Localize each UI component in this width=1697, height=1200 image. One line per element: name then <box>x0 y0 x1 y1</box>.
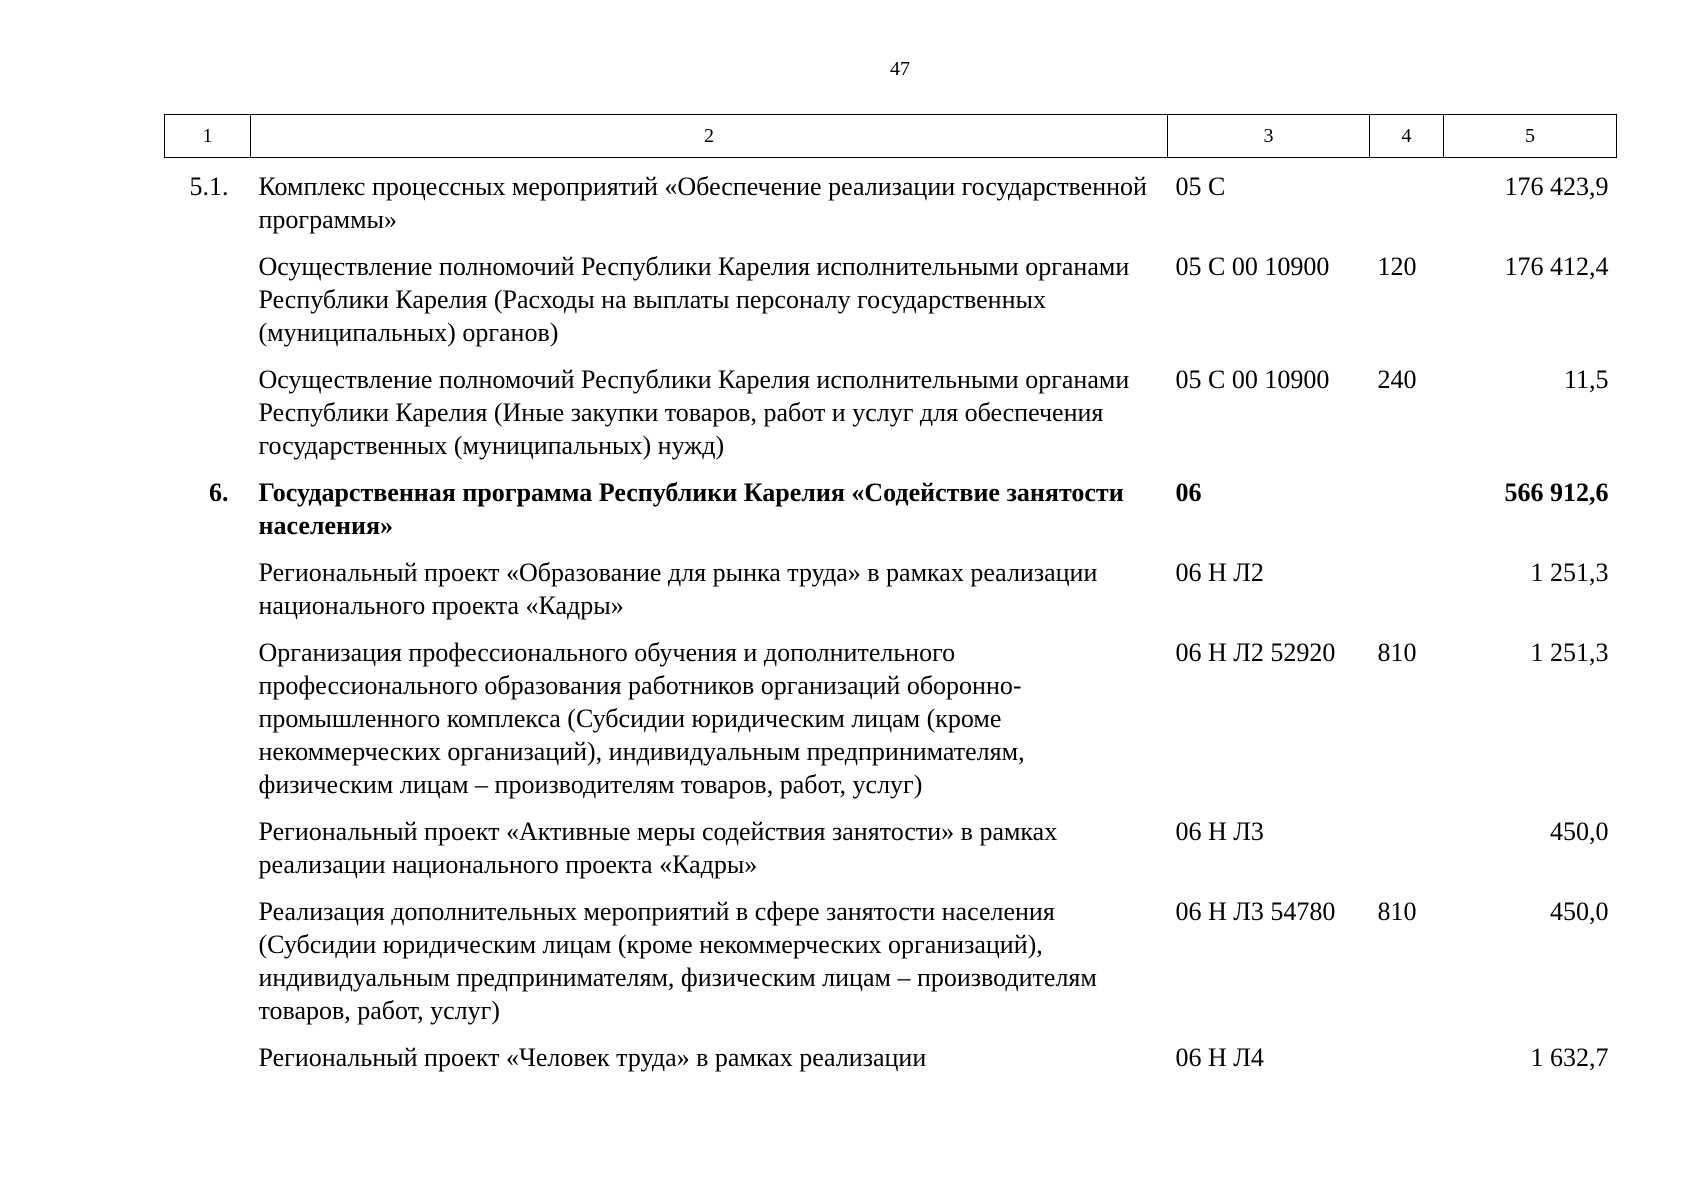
row-amount: 1 251,3 <box>1530 638 1609 667</box>
table-row <box>165 881 1617 1027</box>
table-row <box>165 622 1617 801</box>
row-amount: 1 632,7 <box>1530 1043 1609 1072</box>
table-header <box>165 115 1617 158</box>
page-number: 47 <box>890 58 910 80</box>
budget-table <box>164 114 1617 1074</box>
row-expense-type <box>1370 801 1444 881</box>
row-expense-type: 240 <box>1377 365 1417 394</box>
row-name: Региональный проект «Активные меры содействия занятости» в рамках реализации национального проекта «Кадры» <box>258 817 1058 879</box>
row-expense-type <box>1370 1027 1444 1074</box>
row-amount: 450,0 <box>1550 897 1609 926</box>
row-number: 6. <box>209 478 229 507</box>
row-number: 5.1. <box>189 172 229 201</box>
row-code: 06 Н Л2 52920 <box>1175 638 1336 667</box>
row-code: 06 Н Л3 54780 <box>1175 897 1336 926</box>
header-row <box>165 115 1617 158</box>
row-name: Региональный проект «Образование для рынка труда» в рамках реализации национального проекта «Кадры» <box>258 558 1098 620</box>
row-name: Комплекс процессных мероприятий «Обеспечение реализации государственной программы» <box>258 172 1147 234</box>
header-col-4: 4 <box>1370 115 1444 158</box>
row-code: 05 С 00 10900 <box>1175 365 1330 394</box>
row-name: Осуществление полномочий Республики Карелия исполнительными органами Республики Карелия (Иные закупки товаров, работ и услуг для обеспечения государственных (муниципальных) нужд) <box>258 365 1130 460</box>
header-col-3: 3 <box>1168 115 1370 158</box>
row-code: 05 С <box>1175 172 1226 201</box>
row-amount: 176 412,4 <box>1504 252 1609 281</box>
row-expense-type <box>1370 158 1444 237</box>
row-code: 05 С 00 10900 <box>1175 252 1330 281</box>
row-number <box>165 542 251 622</box>
table-row <box>165 801 1617 881</box>
row-amount: 176 423,9 <box>1504 172 1609 201</box>
row-amount: 11,5 <box>1563 365 1609 394</box>
row-code: 06 Н Л4 <box>1175 1043 1264 1072</box>
row-code: 06 Н Л2 <box>1175 558 1264 587</box>
table-row <box>165 158 1617 237</box>
row-name: Осуществление полномочий Республики Карелия исполнительными органами Республики Карелия (Расходы на выплаты персоналу государственных (муниципальных) органов) <box>258 252 1130 347</box>
row-amount: 566 912,6 <box>1504 478 1609 507</box>
table-row <box>165 349 1617 462</box>
table-row <box>165 462 1617 542</box>
row-expense-type: 810 <box>1377 897 1417 926</box>
row-name: Реализация дополнительных мероприятий в сфере занятости населения (Субсидии юридическим лицам (кроме некоммерческих организаций), индивидуальным предпринимателям, физическим лицам – производителям товаров, работ, услуг) <box>258 897 1097 1025</box>
row-name: Организация профессионального обучения и дополнительного профессионального образования работников организаций оборонно-промышленного комплекса (Субсидии юридическим лицам (кроме некоммерческих организаций), индивидуальным предпринимателям, физическим лицам – производителям товаров, работ, услуг) <box>258 638 1025 799</box>
table-row <box>165 1027 1617 1074</box>
header-col-2: 2 <box>251 115 1168 158</box>
row-number <box>165 622 251 801</box>
row-number <box>165 801 251 881</box>
row-amount: 450,0 <box>1550 817 1609 846</box>
row-expense-type <box>1370 462 1444 542</box>
table-body <box>165 158 1617 1075</box>
row-code: 06 <box>1175 478 1202 507</box>
header-col-1: 1 <box>165 115 251 158</box>
row-code: 06 Н Л3 <box>1175 817 1264 846</box>
header-col-5: 5 <box>1444 115 1617 158</box>
row-expense-type <box>1370 542 1444 622</box>
row-expense-type: 120 <box>1377 252 1417 281</box>
row-number <box>165 349 251 462</box>
row-name: Региональный проект «Человек труда» в рамках реализации <box>258 1043 927 1072</box>
row-number <box>165 1027 251 1074</box>
row-number <box>165 881 251 1027</box>
row-amount: 1 251,3 <box>1530 558 1609 587</box>
row-expense-type: 810 <box>1377 638 1417 667</box>
table-row <box>165 542 1617 622</box>
row-name: Государственная программа Республики Карелия «Содействие занятости населения» <box>258 478 1124 540</box>
table-row <box>165 236 1617 349</box>
row-number <box>165 236 251 349</box>
